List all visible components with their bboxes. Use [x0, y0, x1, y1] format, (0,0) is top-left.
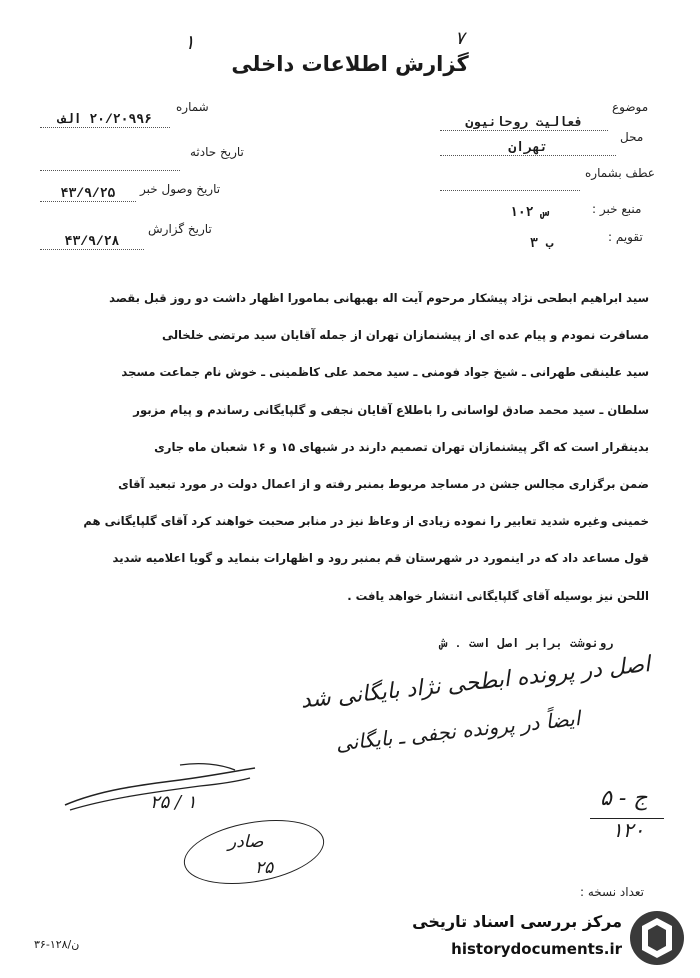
copies-label: تعداد نسخه : [580, 885, 645, 899]
rating-label: تقویم : [608, 230, 643, 244]
received-date-label: تاریخ وصول خبر [140, 182, 221, 196]
archive-name: مرکز بررسی اسناد تاریخی [412, 912, 622, 931]
incident-date-label: تاریخ حادثه [190, 145, 244, 159]
copy-note: رونوشت برابر اصل است . ش [440, 637, 614, 651]
source-value: س ۱۰۲ [510, 205, 550, 220]
body-line: بدینقرار است که اگر پیشنمازان تهران تصمیم دارند در شبهای ۱۵ و ۱۶ شعبان ماه جاری [154, 439, 649, 454]
margin-code-bottom: ۱۲۰ [612, 818, 645, 842]
subject-label: موضوع [612, 100, 649, 114]
rating-value: ب ۳ [530, 236, 554, 251]
body-line: قول مساعد داد که در اینمورد در شهرستان قم بمنبر رود و اظهارات بنماید و گویا اعلامیه شدید [112, 551, 649, 566]
number-label: شماره [176, 100, 209, 114]
body-line: مسافرت نمودم و پیام عده ای از پیشنمازان تهران از جمله آقایان سید مرتضی خلخالی [161, 328, 649, 343]
incident-date-value [40, 158, 180, 171]
report-date-label: تاریخ گزارش [148, 222, 212, 236]
ref-value [440, 178, 580, 191]
archive-logo-icon [626, 908, 688, 968]
body-line: خمینی وغیره شدید تعابیر را نموده زیادی از وعاظ نیز در منابر صحبت خواهند کرد آقای گلپایگانی هم [83, 514, 649, 529]
body-line: ضمن برگزاری مجالس جشن در مساجد مربوط بمنبر رفته و از اعمال دولت در مورد تبعید آقای [118, 477, 649, 492]
circled-annotation [179, 810, 329, 894]
circle-number: ۲۵ [255, 858, 274, 878]
margin-code-top: ج - ۵ [600, 786, 648, 811]
corner-mark: ۱ [184, 30, 195, 54]
handwritten-note-1: اصل در پرونده ابطحی نژاد بایگانی شد [299, 652, 652, 714]
handwritten-note-2: ایضاً در پرونده نجفی ـ بایگانی [334, 706, 582, 756]
source-label: منبع خبر : [592, 202, 642, 216]
form-code: ن/۱۲۸-۳۶ [34, 938, 80, 951]
document-title: گزارش اطلاعات داخلی [231, 52, 469, 76]
subject-value: فعالیت روحانیون [440, 115, 608, 131]
archive-watermark [412, 906, 692, 970]
ref-label: عطف بشماره [585, 166, 655, 180]
body-line: سید ابراهیم ابطحی نژاد پیشکار مرحوم آیت اله بهبهانی بمامورا اظهار داشت دو روز قبل بقصد [109, 291, 649, 305]
body-line: اللحن نیز بوسیله آقای گلپایگانی انتشار خواهد یافت . [347, 588, 649, 603]
corner-mark-right: ۷ [455, 28, 465, 49]
body-line: سلطان ـ سید محمد صادق لواسانی را باطلاع آقایان نجفی و گلپایگانی رساندم و پیام مزبور [133, 402, 649, 417]
report-body [44, 280, 649, 615]
received-date-value: ۴۳/۹/۲۵ [40, 186, 136, 202]
number-value: ۲۰/۲۰۹۹۶ الف [40, 112, 170, 128]
handwritten-date: ۲۵ / ۱ [150, 792, 197, 813]
body-line: سید علینقی طهرانی ـ شیخ جواد فومنی ـ سید محمد علی کاظمینی ـ خوش نام جماعت مسجد [121, 365, 649, 380]
archive-url: historydocuments.ir [451, 940, 622, 958]
place-label: محل [620, 130, 644, 144]
circle-text: صادر [228, 832, 264, 852]
place-value: تهران [440, 140, 616, 156]
report-date-value: ۴۳/۹/۲۸ [40, 234, 144, 250]
